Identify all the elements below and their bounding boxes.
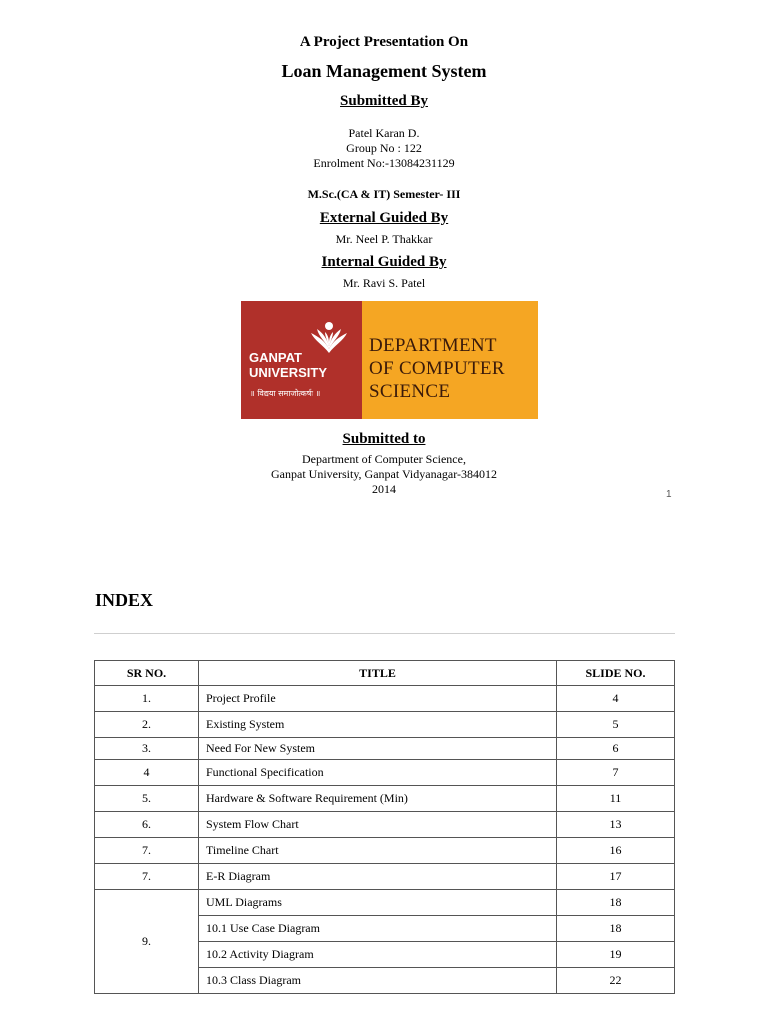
submitted-to-label: Submitted to	[342, 431, 426, 447]
table-row	[95, 786, 675, 812]
slide-cell: 16	[557, 838, 675, 864]
slide-cell: 5	[557, 712, 675, 738]
enrolment-number: Enrolment No:-13084231129	[313, 156, 455, 170]
title-cell: Need For New System	[199, 738, 557, 760]
sr-cell: 1.	[95, 686, 199, 712]
table-row	[95, 760, 675, 786]
sr-cell: 2.	[95, 712, 199, 738]
university-motto: ॥ विद्यया समाजोत्कर्षः ॥	[250, 389, 321, 398]
internal-guide-name: Mr. Ravi S. Patel	[342, 276, 426, 290]
student-name: Patel Karan D.	[348, 126, 420, 140]
slide-cell: 18	[557, 890, 675, 916]
slide-cell: 18	[557, 916, 675, 942]
title-cell: 10.1 Use Case Diagram	[199, 916, 557, 942]
university-logo-panel	[241, 301, 362, 419]
title-cell: UML Diagrams	[199, 890, 557, 916]
slide-cell: 4	[557, 686, 675, 712]
department-name: DEPARTMENT OF COMPUTER SCIENCE	[362, 301, 538, 419]
sr-cell: 5.	[95, 786, 199, 812]
submitted-by-label: Submitted By	[340, 93, 428, 109]
title-cell: 10.2 Activity Diagram	[199, 942, 557, 968]
index-heading: INDEX	[95, 590, 154, 610]
title-cell: Hardware & Software Requirement (Min)	[199, 786, 557, 812]
address-line-1: Department of Computer Science,	[302, 452, 466, 466]
page-number: 1	[666, 489, 672, 500]
intro-heading: A Project Presentation On	[299, 34, 469, 50]
divider	[94, 633, 675, 634]
title-cell: Existing System	[199, 712, 557, 738]
table-row	[95, 890, 675, 916]
external-guide-name: Mr. Neel P. Thakkar	[335, 232, 433, 246]
table-row	[95, 686, 675, 712]
table-header-row	[95, 661, 675, 686]
semester: M.Sc.(CA & IT) Semester- III	[307, 187, 461, 201]
group-number: Group No : 122	[346, 141, 422, 155]
index-table	[94, 660, 675, 994]
slide-cell: 17	[557, 864, 675, 890]
year: 2014	[372, 482, 396, 496]
sr-cell: 4	[95, 760, 199, 786]
sr-cell: 3.	[95, 738, 199, 760]
title-cell: Functional Specification	[199, 760, 557, 786]
table-row	[95, 864, 675, 890]
col-header-title: TITLE	[199, 661, 557, 686]
slide-cell: 7	[557, 760, 675, 786]
col-header-sr: SR NO.	[95, 661, 199, 686]
table-row	[95, 812, 675, 838]
university-name: GANPAT UNIVERSITY	[249, 350, 328, 380]
title-cell: System Flow Chart	[199, 812, 557, 838]
sr-cell: 9.	[95, 890, 199, 994]
internal-guide-label: Internal Guided By	[321, 254, 447, 270]
sr-cell: 7.	[95, 864, 199, 890]
department-banner	[241, 301, 538, 419]
sr-cell: 7.	[95, 838, 199, 864]
table-row	[95, 712, 675, 738]
table-row	[95, 738, 675, 760]
project-title: Loan Management System	[281, 61, 487, 81]
title-cell: E-R Diagram	[199, 864, 557, 890]
title-cell: Project Profile	[199, 686, 557, 712]
slide-cell: 11	[557, 786, 675, 812]
external-guide-label: External Guided By	[319, 210, 449, 226]
slide-cell: 6	[557, 738, 675, 760]
title-cell: 10.3 Class Diagram	[199, 968, 557, 994]
address-line-2: Ganpat University, Ganpat Vidyanagar-384012	[271, 467, 497, 481]
sr-cell: 6.	[95, 812, 199, 838]
slide-cell: 19	[557, 942, 675, 968]
slide-cell: 22	[557, 968, 675, 994]
table-row	[95, 838, 675, 864]
col-header-slide: SLIDE NO.	[557, 661, 675, 686]
slide-cell: 13	[557, 812, 675, 838]
title-cell: Timeline Chart	[199, 838, 557, 864]
